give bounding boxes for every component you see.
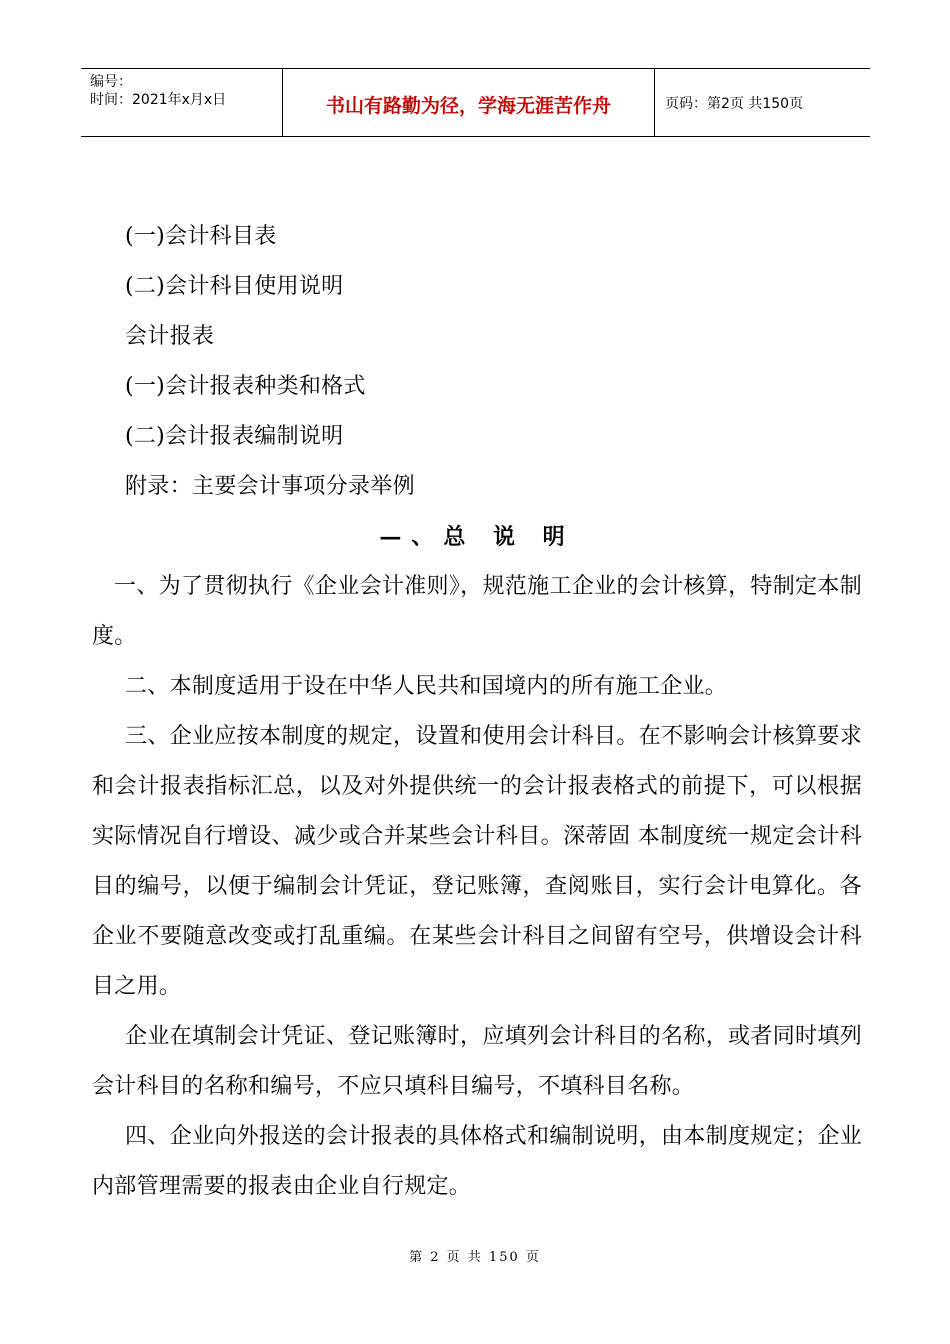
toc-item: 附录：主要会计事项分录举例 xyxy=(125,474,415,499)
paragraph: 二、本制度适用于设在中华人民共和国境内的所有施工企业。 xyxy=(125,674,728,699)
toc-item: 会计报表 xyxy=(125,324,215,349)
section-title: —、总 说 明 xyxy=(379,524,575,550)
toc-item: (二)会计报表编制说明 xyxy=(125,424,344,449)
paragraph: 三、企业应按本制度的规定，设置和使用会计科目。在不影响会计核算要求和会计报表指标汇总，以及对外提供统一的会计报表格式的前提下，可以根据实际情况自行增设、减少或合并某些会计科目。深蒂固 本制度统一规定会计科目的编号，以便于编制会计凭证，登记账簿，查阅账目，实行会计电算化。各企业不要随意改变或打乱重编。在某些会计科目之间留有空号，供增设会计科目之用。 xyxy=(92,724,862,999)
header-motto: 书山有路勤为径，学海无涯苦作舟 xyxy=(283,69,655,136)
page-header xyxy=(81,68,870,137)
paragraph: 企业在填制会计凭证、登记账簿时，应填列会计科目的名称，或者同时填列会计科目的名称和编号，不应只填科目编号，不填科目名称。 xyxy=(92,1024,862,1099)
document-body xyxy=(92,562,862,1212)
header-meta-cell xyxy=(81,69,283,136)
toc-item: (二)会计科目使用说明 xyxy=(125,274,344,299)
paragraph: 四、企业向外报送的会计报表的具体格式和编制说明，由本制度规定；企业内部管理需要的报表由企业自行规定。 xyxy=(92,1124,862,1199)
header-page-info: 页码：第2页 共150页 xyxy=(665,95,804,112)
toc-item: (一)会计报表种类和格式 xyxy=(125,374,366,399)
toc-item: (一)会计科目表 xyxy=(125,224,277,249)
paragraph: 一、为了贯彻执行《企业会计准则》，规范施工企业的会计核算，特制定本制度。 xyxy=(92,574,862,649)
document-number-label: 编号： xyxy=(90,74,132,90)
table-of-contents xyxy=(92,212,862,512)
page-footer: 第 2 页 共 150 页 xyxy=(409,1250,541,1265)
document-time-label: 时间：2021年x月x日 xyxy=(90,92,227,108)
